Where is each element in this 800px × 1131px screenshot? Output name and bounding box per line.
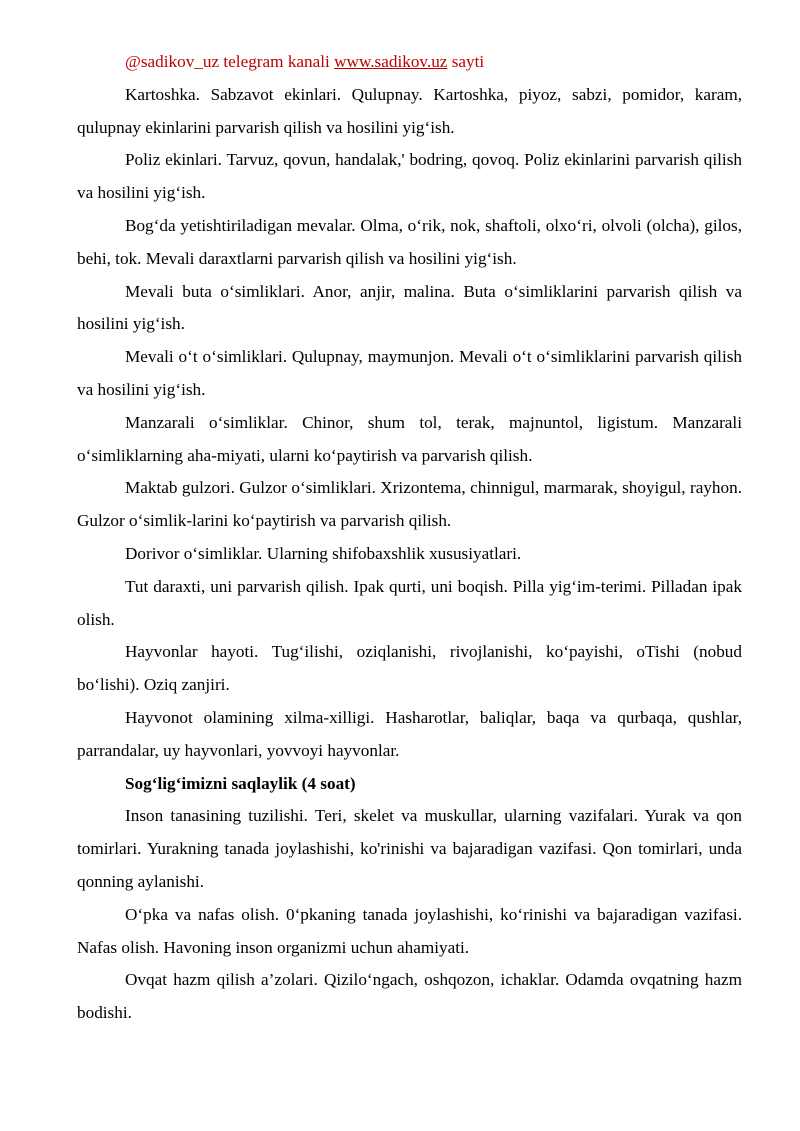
section-heading: Sog‘lig‘imizni saqlaylik (4 soat) — [125, 773, 356, 793]
paragraph-melons: Poliz ekinlari. Tarvuz, qovun, handalak,' bodring, qovoq. Poliz ekinlarini parvarish qilish va hosilini yig‘ish. — [77, 150, 742, 203]
paragraph-school-garden: Maktab gulzori. Gulzor o‘simliklari. Xrizontema, chinnigul, marmarak, shoyigul, rayhon. Gulzor o‘simlik-larini ko‘paytirish va parvarish qilish. — [77, 478, 742, 531]
paragraph-medicinal-plants: Dorivor o‘simliklar. Ularning shifobaxshlik xususiyatlari. — [125, 543, 522, 563]
page-header — [77, 46, 742, 79]
paragraph-potato: Kartoshka. Sabzavot ekinlari. Qulupnay. Kartoshka, piyoz, sabzi, pomidor, karam, qulupnay ekinlarini parvarish qilish va hosilini yig‘ish. — [77, 84, 742, 137]
website-link[interactable]: www.sadikov.uz — [334, 52, 448, 71]
paragraph-mulberry-silkworm: Tut daraxti, uni parvarish qilish. Ipak qurti, uni boqish. Pilla yig‘im-terimi. Pilladan ipak olish. — [77, 576, 742, 629]
paragraph-fruit-herbs: Mevali o‘t o‘simliklari. Qulupnay, maymunjon. Mevali o‘t o‘simliklarini parvarish qilish va hosilini yig‘ish. — [77, 347, 742, 399]
paragraph-animal-diversity: Hayvonot olamining xilma-xilligi. Hasharotlar, baliqlar, baqa va qurbaqa, qushlar, parrandalar, uy hayvonlari, yovvoyi hayvonlar. — [77, 707, 742, 760]
header-suffix: sayti — [451, 52, 485, 71]
paragraph-human-body: Inson tanasining tuzilishi. Teri, skelet va muskullar, ularning vazifalari. Yurak va qon tomirlari. Yurakning tanada joylashishi, ko'rinishi va bajaradigan vazifasi. Qon tomirlari, unda qonning aylanishi. — [77, 806, 742, 891]
telegram-channel-text: @sadikov_uz telegram kanali — [125, 52, 330, 71]
paragraph-lungs-breathing: O‘pka va nafas olish. 0‘pkaning tanada joylashishi, ko‘rinishi va bajaradigan vazifasi. Nafas olish. Havoning inson organizmi uchun ahamiyati. — [77, 904, 742, 957]
document-page — [77, 46, 742, 1030]
paragraph-animal-life: Hayvonlar hayoti. Tug‘ilishi, oziqlanishi, rivojlanishi, ko‘payishi, oTishi (nobud bo‘lishi). Oziq zanjiri. — [77, 642, 742, 695]
paragraph-fruit-shrubs: Mevali buta o‘simliklari. Anor, anjir, malina. Buta o‘simliklarini parvarish qilish va hosilini yig‘ish. — [77, 281, 742, 334]
paragraph-orchard-fruits: Bog‘da yetishtiriladigan mevalar. Olma, o‘rik, nok, shaftoli, olxo‘ri, olvoli (olcha), gilos, behi, tok. Mevali daraxtlarni parvarish qilish va hosilini yig‘ish. — [77, 215, 742, 268]
paragraph-digestion: Ovqat hazm qilish a’zolari. Qizilo‘ngach, oshqozon, ichaklar. Odamda ovqatning hazm bodishi. — [77, 970, 742, 1023]
paragraph-ornamental-plants: Manzarali o‘simliklar. Chinor, shum tol, terak, majnuntol, ligistum. Manzarali o‘simliklarning aha-miyati, ularni ko‘paytirish va parvarish qilish. — [77, 412, 742, 465]
